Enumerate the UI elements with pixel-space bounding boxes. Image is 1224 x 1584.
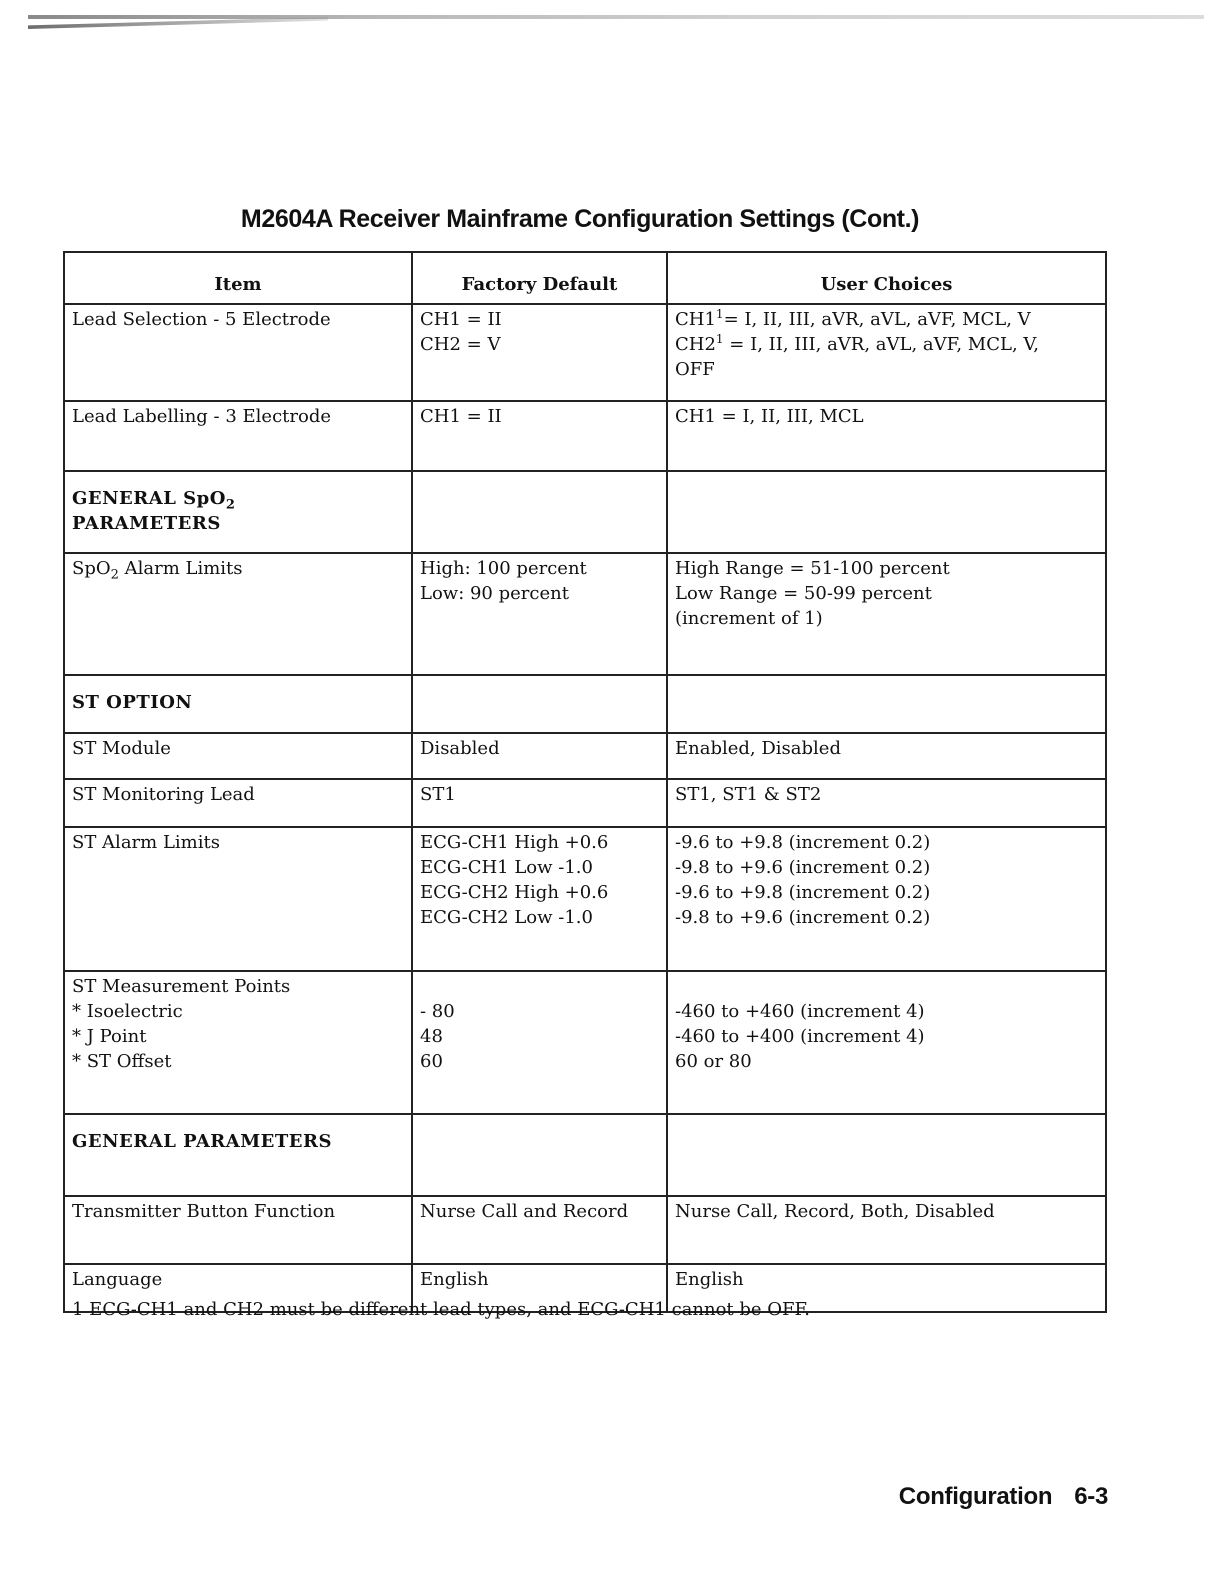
subscript: 2	[110, 567, 119, 583]
spacer-line	[675, 974, 1098, 999]
item-cell	[64, 971, 412, 1114]
footnote-marker: 1	[715, 332, 724, 346]
table-section-general-parameters	[64, 1114, 1106, 1196]
default-cell: CH1 = II	[412, 401, 667, 471]
default-line: ECG-CH1 Low -1.0	[420, 857, 593, 878]
default-cell: Nurse Call and Record	[412, 1196, 667, 1264]
footnote: 1 ECG-CH1 and CH2 must be different lead types, and ECG-CH1 cannot be OFF.	[72, 1299, 810, 1320]
choice-text: = I, II, III, aVR, aVL, aVF, MCL, V,	[723, 334, 1039, 355]
choices-line: High Range = 51-100 percent	[675, 558, 950, 579]
default-line: 60	[420, 1051, 443, 1072]
choice-text: = I, II, III, aVR, aVL, aVF, MCL, V	[723, 309, 1031, 330]
choice-text: CH2	[675, 334, 716, 355]
table-row-st-alarm-limits	[64, 827, 1106, 971]
page-title: M2604A Receiver Mainframe Configuration Settings (Cont.)	[240, 205, 920, 233]
table-row-st-measurement-points	[64, 971, 1106, 1114]
default-line: ECG-CH2 Low -1.0	[420, 907, 593, 928]
item-line: * Isoelectric	[72, 1001, 183, 1022]
top-rule	[28, 15, 1204, 19]
item-line: ST Measurement Points	[72, 976, 291, 997]
empty-cell	[667, 675, 1106, 733]
choices-line: -9.6 to +9.8 (increment 0.2)	[675, 832, 931, 853]
column-header-item: Item	[64, 252, 412, 304]
default-cell	[412, 827, 667, 971]
table-header-row	[64, 252, 1106, 304]
choices-cell	[667, 553, 1106, 675]
item-cell: Lead Labelling - 3 Electrode	[64, 401, 412, 471]
table-section-general-spo2	[64, 471, 1106, 553]
choices-line: 60 or 80	[675, 1051, 752, 1072]
table-row-spo2-alarm-limits	[64, 553, 1106, 675]
column-header-user-choices: User Choices	[667, 252, 1106, 304]
default-cell: ST1	[412, 779, 667, 827]
table-row-transmitter-button	[64, 1196, 1106, 1264]
choices-line: -460 to +400 (increment 4)	[675, 1026, 925, 1047]
choices-cell	[667, 827, 1106, 971]
footer-section-label: Configuration	[898, 1483, 1053, 1510]
default-cell	[412, 971, 667, 1114]
section-label: ST OPTION	[64, 675, 412, 733]
choices-cell	[667, 304, 1106, 401]
choices-cell: Nurse Call, Record, Both, Disabled	[667, 1196, 1106, 1264]
item-cell	[64, 553, 412, 675]
item-cell: ST Monitoring Lead	[64, 779, 412, 827]
item-text: Alarm Limits	[118, 558, 243, 579]
default-line: 48	[420, 1026, 443, 1047]
default-line: Low: 90 percent	[420, 583, 569, 604]
default-line: ECG-CH2 High +0.6	[420, 882, 609, 903]
default-line: High: 100 percent	[420, 558, 587, 579]
empty-cell	[667, 471, 1106, 553]
page-footer	[899, 1483, 1108, 1511]
choices-line: -9.6 to +9.8 (increment 0.2)	[675, 882, 931, 903]
default-cell	[412, 304, 667, 401]
choices-line: -9.8 to +9.6 (increment 0.2)	[675, 907, 931, 928]
empty-cell	[412, 1114, 667, 1196]
empty-cell	[667, 1114, 1106, 1196]
section-label-cell	[64, 471, 412, 553]
page-number: 6-3	[1074, 1483, 1108, 1510]
item-cell: ST Alarm Limits	[64, 827, 412, 971]
choices-line: (increment of 1)	[675, 608, 823, 629]
choices-line	[675, 307, 1098, 332]
choices-cell: Enabled, Disabled	[667, 733, 1106, 779]
item-line: * J Point	[72, 1026, 147, 1047]
choices-line: -460 to +460 (increment 4)	[675, 1001, 925, 1022]
choices-line	[675, 332, 1098, 357]
choices-line: Low Range = 50-99 percent	[675, 583, 932, 604]
configuration-table	[63, 251, 1107, 1313]
choices-line: OFF	[675, 359, 715, 380]
default-line: ECG-CH1 High +0.6	[420, 832, 609, 853]
spacer-line	[420, 974, 659, 999]
choice-text: CH1	[675, 309, 716, 330]
default-line: CH1 = II	[420, 309, 502, 330]
choices-line: -9.8 to +9.6 (increment 0.2)	[675, 857, 931, 878]
empty-cell	[412, 471, 667, 553]
choices-cell	[667, 971, 1106, 1114]
table-row-lead-selection-5	[64, 304, 1106, 401]
choices-cell: English	[667, 1264, 1106, 1312]
default-cell: Disabled	[412, 733, 667, 779]
default-cell	[412, 553, 667, 675]
table-row-lead-labelling-3	[64, 401, 1106, 471]
table-row-st-module	[64, 733, 1106, 779]
item-cell: Language	[64, 1264, 412, 1312]
item-text: SpO	[72, 558, 111, 579]
empty-cell	[412, 675, 667, 733]
section-label: PARAMETERS	[72, 513, 221, 534]
default-line: CH2 = V	[420, 334, 501, 355]
choices-cell: ST1, ST1 & ST2	[667, 779, 1106, 827]
section-label: GENERAL PARAMETERS	[64, 1114, 412, 1196]
choices-cell: CH1 = I, II, III, MCL	[667, 401, 1106, 471]
default-cell: English	[412, 1264, 667, 1312]
item-cell: ST Module	[64, 733, 412, 779]
section-label	[72, 486, 404, 511]
column-header-factory-default: Factory Default	[412, 252, 667, 304]
table-section-st-option	[64, 675, 1106, 733]
item-cell: Lead Selection - 5 Electrode	[64, 304, 412, 401]
item-line: * ST Offset	[72, 1051, 172, 1072]
subscript: 2	[225, 497, 236, 513]
footnote-marker: 1	[715, 307, 724, 321]
table-row-st-monitoring-lead	[64, 779, 1106, 827]
item-cell: Transmitter Button Function	[64, 1196, 412, 1264]
section-label-text: GENERAL SpO	[72, 488, 226, 509]
default-line: - 80	[420, 1001, 455, 1022]
